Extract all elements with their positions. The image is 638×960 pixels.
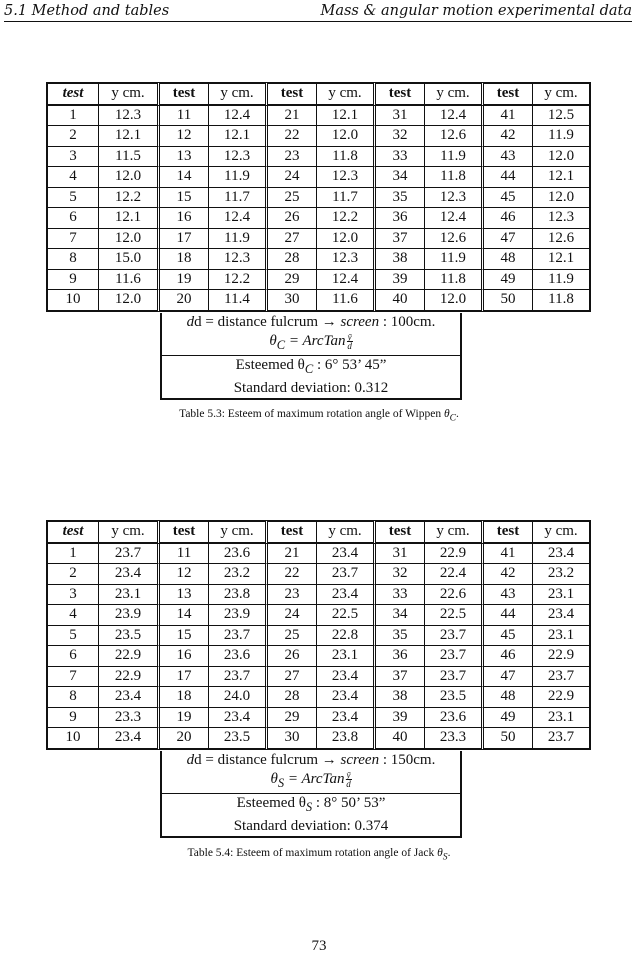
test-number-cell: 18: [157, 687, 208, 708]
stddev-line: Standard deviation: 0.374: [233, 818, 389, 834]
test-number-cell: 41: [481, 544, 532, 565]
col-header-y: y cm.: [208, 82, 265, 106]
test-number-cell: 29: [265, 270, 316, 291]
test-number-cell: 26: [265, 646, 316, 667]
table-row: [46, 229, 591, 250]
test-number-cell: 48: [481, 687, 532, 708]
y-value-cell: 11.9: [424, 147, 481, 168]
y-value-cell: 12.2: [98, 188, 157, 209]
y-value-cell: 23.4: [316, 667, 373, 688]
y-value-cell: 12.2: [208, 270, 265, 291]
test-number-cell: 10: [46, 728, 98, 750]
test-number-cell: 17: [157, 667, 208, 688]
test-number-cell: 32: [373, 126, 424, 147]
test-number-cell: 22: [265, 126, 316, 147]
esteemed-value: : 8° 50’ 53”: [312, 795, 386, 811]
col-header-test: test: [157, 520, 208, 544]
y-value-cell: 23.8: [316, 728, 373, 750]
distance-screen: screen: [340, 314, 380, 330]
test-number-cell: 2: [46, 564, 98, 585]
test-number-cell: 41: [481, 106, 532, 127]
table-row: [46, 564, 591, 585]
test-number-cell: 8: [46, 249, 98, 270]
table-row: [46, 167, 591, 188]
col-header-test: test: [265, 520, 316, 544]
y-value-cell: 12.3: [316, 167, 373, 188]
test-number-cell: 3: [46, 585, 98, 606]
test-number-cell: 47: [481, 229, 532, 250]
y-value-cell: 12.1: [98, 126, 157, 147]
test-number-cell: 26: [265, 208, 316, 229]
test-number-cell: 9: [46, 270, 98, 291]
test-number-cell: 23: [265, 585, 316, 606]
y-value-cell: 11.6: [316, 290, 373, 312]
distance-line: dd = distance fulcrum → screen : 150cm.: [186, 752, 436, 768]
esteemed-sub: S: [305, 800, 313, 814]
col-header-y: y cm.: [316, 520, 373, 544]
col-header-y: y cm.: [208, 520, 265, 544]
distance-value: : 100cm.: [379, 314, 436, 330]
test-number-cell: 13: [157, 147, 208, 168]
test-number-cell: 48: [481, 249, 532, 270]
y-value-cell: 12.4: [208, 106, 265, 127]
header-chapter-title: Mass & angular motion experimental data: [320, 3, 632, 19]
y-value-cell: 12.0: [98, 229, 157, 250]
y-value-cell: 23.7: [424, 667, 481, 688]
col-header-test: test: [373, 82, 424, 106]
y-value-cell: 23.1: [532, 708, 591, 729]
y-value-cell: 23.7: [208, 667, 265, 688]
test-number-cell: 43: [481, 585, 532, 606]
y-value-cell: 11.5: [98, 147, 157, 168]
test-number-cell: 39: [373, 708, 424, 729]
fraction-y-over-d: $\frac{ȳ}{d}$: [347, 332, 352, 352]
test-number-cell: 16: [157, 646, 208, 667]
y-value-cell: 11.7: [316, 188, 373, 209]
table-row: [46, 544, 591, 565]
y-value-cell: 12.2: [316, 208, 373, 229]
col-header-test: test: [373, 520, 424, 544]
y-value-cell: 11.4: [208, 290, 265, 312]
test-number-cell: 46: [481, 646, 532, 667]
test-number-cell: 34: [373, 167, 424, 188]
test-number-cell: 20: [157, 728, 208, 750]
y-value-cell: 23.4: [98, 687, 157, 708]
table-row: [46, 126, 591, 147]
y-value-cell: 11.8: [532, 290, 591, 312]
esteemed-label: Esteemed θ: [236, 795, 306, 811]
formula-rhs: = ArcTan: [285, 333, 346, 349]
y-value-cell: 23.4: [98, 564, 157, 585]
table-row: [46, 728, 591, 750]
test-number-cell: 21: [265, 106, 316, 127]
y-value-cell: 23.5: [424, 687, 481, 708]
y-value-cell: 23.8: [208, 585, 265, 606]
test-number-cell: 14: [157, 605, 208, 626]
test-number-cell: 47: [481, 667, 532, 688]
y-value-cell: 12.6: [532, 229, 591, 250]
y-value-cell: 23.1: [98, 585, 157, 606]
y-value-cell: 23.2: [208, 564, 265, 585]
test-number-cell: 37: [373, 667, 424, 688]
test-number-cell: 44: [481, 167, 532, 188]
y-value-cell: 23.1: [316, 646, 373, 667]
y-value-cell: 12.4: [424, 106, 481, 127]
col-header-y: y cm.: [98, 520, 157, 544]
esteemed-sub: C: [304, 362, 314, 376]
test-number-cell: 36: [373, 646, 424, 667]
test-number-cell: 23: [265, 147, 316, 168]
esteemed-label: Esteemed θ: [235, 357, 305, 373]
formula-sub: C: [276, 338, 286, 352]
jack-summary-box: [160, 751, 462, 838]
col-header-test: test: [481, 520, 532, 544]
test-number-cell: 38: [373, 687, 424, 708]
test-number-cell: 17: [157, 229, 208, 250]
col-header-test: test: [481, 82, 532, 106]
stddev-line: Standard deviation: 0.312: [233, 380, 389, 396]
y-value-cell: 11.6: [98, 270, 157, 291]
table-header-row: [46, 520, 591, 544]
test-number-cell: 27: [265, 229, 316, 250]
test-number-cell: 9: [46, 708, 98, 729]
y-value-cell: 23.4: [316, 544, 373, 565]
y-value-cell: 23.7: [532, 728, 591, 750]
y-value-cell: 22.4: [424, 564, 481, 585]
col-header-test: test: [157, 82, 208, 106]
wippen-measurements-table: [46, 82, 591, 312]
test-number-cell: 46: [481, 208, 532, 229]
y-value-cell: 23.5: [98, 626, 157, 647]
y-value-cell: 23.2: [532, 564, 591, 585]
y-value-cell: 23.6: [424, 708, 481, 729]
test-number-cell: 50: [481, 290, 532, 312]
y-value-cell: 22.9: [98, 646, 157, 667]
test-number-cell: 12: [157, 126, 208, 147]
y-value-cell: 23.4: [316, 708, 373, 729]
test-number-cell: 43: [481, 147, 532, 168]
esteemed-line: [162, 793, 460, 817]
y-value-cell: 12.3: [208, 147, 265, 168]
test-number-cell: 6: [46, 646, 98, 667]
test-number-cell: 27: [265, 667, 316, 688]
y-value-cell: 11.9: [532, 126, 591, 147]
test-number-cell: 19: [157, 708, 208, 729]
y-value-cell: 11.8: [316, 147, 373, 168]
page-number: 73: [311, 938, 327, 954]
test-number-cell: 44: [481, 605, 532, 626]
test-number-cell: 49: [481, 270, 532, 291]
test-number-cell: 30: [265, 290, 316, 312]
test-number-cell: 7: [46, 229, 98, 250]
test-number-cell: 6: [46, 208, 98, 229]
test-number-cell: 42: [481, 126, 532, 147]
col-header-y: y cm.: [424, 520, 481, 544]
test-number-cell: 28: [265, 687, 316, 708]
test-number-cell: 15: [157, 626, 208, 647]
test-number-cell: 35: [373, 626, 424, 647]
test-number-cell: 31: [373, 544, 424, 565]
y-value-cell: 12.4: [208, 208, 265, 229]
y-value-cell: 22.6: [424, 585, 481, 606]
test-number-cell: 12: [157, 564, 208, 585]
y-value-cell: 12.0: [532, 188, 591, 209]
y-value-cell: 23.7: [532, 667, 591, 688]
table-caption-5-4: Table 5.4: Esteem of maximum rotation angle of Jack $\theta_S$.: [187, 847, 451, 863]
test-number-cell: 8: [46, 687, 98, 708]
test-number-cell: 19: [157, 270, 208, 291]
y-value-cell: 11.9: [208, 229, 265, 250]
col-header-y: y cm.: [424, 82, 481, 106]
test-number-cell: 25: [265, 626, 316, 647]
test-number-cell: 35: [373, 188, 424, 209]
table-row: [46, 188, 591, 209]
y-value-cell: 22.9: [532, 687, 591, 708]
y-value-cell: 12.3: [208, 249, 265, 270]
y-value-cell: 12.4: [424, 208, 481, 229]
y-value-cell: 23.4: [316, 687, 373, 708]
table-row: [46, 147, 591, 168]
col-header-test: test: [46, 520, 98, 544]
y-value-cell: 12.1: [532, 249, 591, 270]
y-value-cell: 23.1: [532, 585, 591, 606]
y-value-cell: 22.9: [424, 544, 481, 565]
y-value-cell: 12.4: [316, 270, 373, 291]
test-number-cell: 11: [157, 106, 208, 127]
y-value-cell: 12.0: [316, 229, 373, 250]
test-number-cell: 38: [373, 249, 424, 270]
test-number-cell: 5: [46, 626, 98, 647]
y-value-cell: 12.3: [424, 188, 481, 209]
formula-theta: θ: [270, 771, 278, 787]
table-row: [46, 249, 591, 270]
y-value-cell: 11.9: [208, 167, 265, 188]
test-number-cell: 25: [265, 188, 316, 209]
y-value-cell: 23.4: [532, 544, 591, 565]
header-section-title: 5.1 Method and tables: [4, 3, 170, 19]
test-number-cell: 42: [481, 564, 532, 585]
test-number-cell: 40: [373, 290, 424, 312]
col-header-y: y cm.: [316, 82, 373, 106]
y-value-cell: 23.6: [208, 544, 265, 565]
y-value-cell: 12.3: [316, 249, 373, 270]
test-number-cell: 29: [265, 708, 316, 729]
y-value-cell: 22.9: [98, 667, 157, 688]
formula-sub: S: [277, 776, 285, 790]
y-value-cell: 11.8: [424, 270, 481, 291]
test-number-cell: 30: [265, 728, 316, 750]
y-value-cell: 22.8: [316, 626, 373, 647]
test-number-cell: 24: [265, 167, 316, 188]
test-number-cell: 20: [157, 290, 208, 312]
y-value-cell: 23.9: [98, 605, 157, 626]
test-number-cell: 1: [46, 106, 98, 127]
formula-rhs: = ArcTan: [284, 771, 345, 787]
jack-measurements-table: [46, 520, 591, 750]
y-value-cell: 12.0: [98, 290, 157, 312]
y-value-cell: 12.1: [532, 167, 591, 188]
distance-text: d = distance fulcrum →: [194, 752, 341, 768]
col-header-y: y cm.: [532, 520, 591, 544]
test-number-cell: 28: [265, 249, 316, 270]
y-value-cell: 12.0: [98, 167, 157, 188]
test-number-cell: 31: [373, 106, 424, 127]
test-number-cell: 37: [373, 229, 424, 250]
y-value-cell: 11.9: [424, 249, 481, 270]
table-row: [46, 667, 591, 688]
test-number-cell: 16: [157, 208, 208, 229]
running-header: [4, 3, 632, 21]
fraction-y-over-d: $\frac{ȳ}{d}$: [346, 770, 351, 790]
test-number-cell: 22: [265, 564, 316, 585]
test-number-cell: 18: [157, 249, 208, 270]
table-row: [46, 687, 591, 708]
test-number-cell: 45: [481, 188, 532, 209]
table-row: [46, 626, 591, 647]
test-number-cell: 15: [157, 188, 208, 209]
distance-line: dd = distance fulcrum → screen : 100cm.: [186, 314, 436, 330]
y-value-cell: 12.5: [532, 106, 591, 127]
y-value-cell: 24.0: [208, 687, 265, 708]
test-number-cell: 11: [157, 544, 208, 565]
test-number-cell: 4: [46, 167, 98, 188]
test-number-cell: 36: [373, 208, 424, 229]
col-header-y: y cm.: [532, 82, 591, 106]
test-number-cell: 33: [373, 147, 424, 168]
y-value-cell: 22.5: [424, 605, 481, 626]
y-value-cell: 23.3: [424, 728, 481, 750]
esteemed-value: : 6° 53’ 45”: [313, 357, 387, 373]
test-number-cell: 21: [265, 544, 316, 565]
test-number-cell: 14: [157, 167, 208, 188]
formula-line: [162, 332, 460, 355]
y-value-cell: 12.6: [424, 126, 481, 147]
y-value-cell: 23.5: [208, 728, 265, 750]
y-value-cell: 23.9: [208, 605, 265, 626]
test-number-cell: 1: [46, 544, 98, 565]
y-value-cell: 12.0: [532, 147, 591, 168]
y-value-cell: 23.1: [532, 626, 591, 647]
y-value-cell: 11.8: [424, 167, 481, 188]
table-row: [46, 605, 591, 626]
y-value-cell: 23.7: [424, 646, 481, 667]
y-value-cell: 23.7: [208, 626, 265, 647]
col-header-y: y cm.: [98, 82, 157, 106]
y-value-cell: 22.5: [316, 605, 373, 626]
distance-screen: screen: [340, 752, 380, 768]
y-value-cell: 23.4: [208, 708, 265, 729]
col-header-test: test: [46, 82, 98, 106]
y-value-cell: 23.4: [532, 605, 591, 626]
y-value-cell: 23.6: [208, 646, 265, 667]
table-row: [46, 208, 591, 229]
test-number-cell: 39: [373, 270, 424, 291]
test-number-cell: 3: [46, 147, 98, 168]
test-number-cell: 50: [481, 728, 532, 750]
table-header-row: [46, 82, 591, 106]
header-rule: [4, 21, 632, 22]
y-value-cell: 12.0: [424, 290, 481, 312]
y-value-cell: 12.1: [316, 106, 373, 127]
y-value-cell: 12.3: [98, 106, 157, 127]
test-number-cell: 7: [46, 667, 98, 688]
test-number-cell: 4: [46, 605, 98, 626]
table-caption-5-3: Table 5.3: Esteem of maximum rotation angle of Wippen $\theta_C$.: [179, 408, 459, 424]
test-number-cell: 10: [46, 290, 98, 312]
distance-text: d = distance fulcrum →: [194, 314, 341, 330]
y-value-cell: 23.7: [98, 544, 157, 565]
y-value-cell: 22.9: [532, 646, 591, 667]
wippen-summary-box: [160, 313, 462, 400]
y-value-cell: 12.1: [98, 208, 157, 229]
y-value-cell: 12.0: [316, 126, 373, 147]
y-value-cell: 12.6: [424, 229, 481, 250]
y-value-cell: 23.4: [98, 728, 157, 750]
y-value-cell: 12.3: [532, 208, 591, 229]
formula-theta: θ: [269, 333, 277, 349]
table-row: [46, 708, 591, 729]
table-row: [46, 106, 591, 127]
y-value-cell: 23.7: [316, 564, 373, 585]
test-number-cell: 40: [373, 728, 424, 750]
test-number-cell: 24: [265, 605, 316, 626]
y-value-cell: 11.7: [208, 188, 265, 209]
esteemed-line: [162, 355, 460, 379]
y-value-cell: 11.9: [532, 270, 591, 291]
y-value-cell: 12.1: [208, 126, 265, 147]
y-value-cell: 23.4: [316, 585, 373, 606]
test-number-cell: 45: [481, 626, 532, 647]
test-number-cell: 2: [46, 126, 98, 147]
col-header-test: test: [265, 82, 316, 106]
test-number-cell: 13: [157, 585, 208, 606]
y-value-cell: 15.0: [98, 249, 157, 270]
distance-value: : 150cm.: [379, 752, 436, 768]
formula-line: [162, 770, 460, 793]
table-row: [46, 585, 591, 606]
y-value-cell: 23.7: [424, 626, 481, 647]
test-number-cell: 32: [373, 564, 424, 585]
test-number-cell: 34: [373, 605, 424, 626]
test-number-cell: 5: [46, 188, 98, 209]
test-number-cell: 49: [481, 708, 532, 729]
table-row: [46, 646, 591, 667]
table-row: [46, 290, 591, 312]
table-row: [46, 270, 591, 291]
test-number-cell: 33: [373, 585, 424, 606]
y-value-cell: 23.3: [98, 708, 157, 729]
